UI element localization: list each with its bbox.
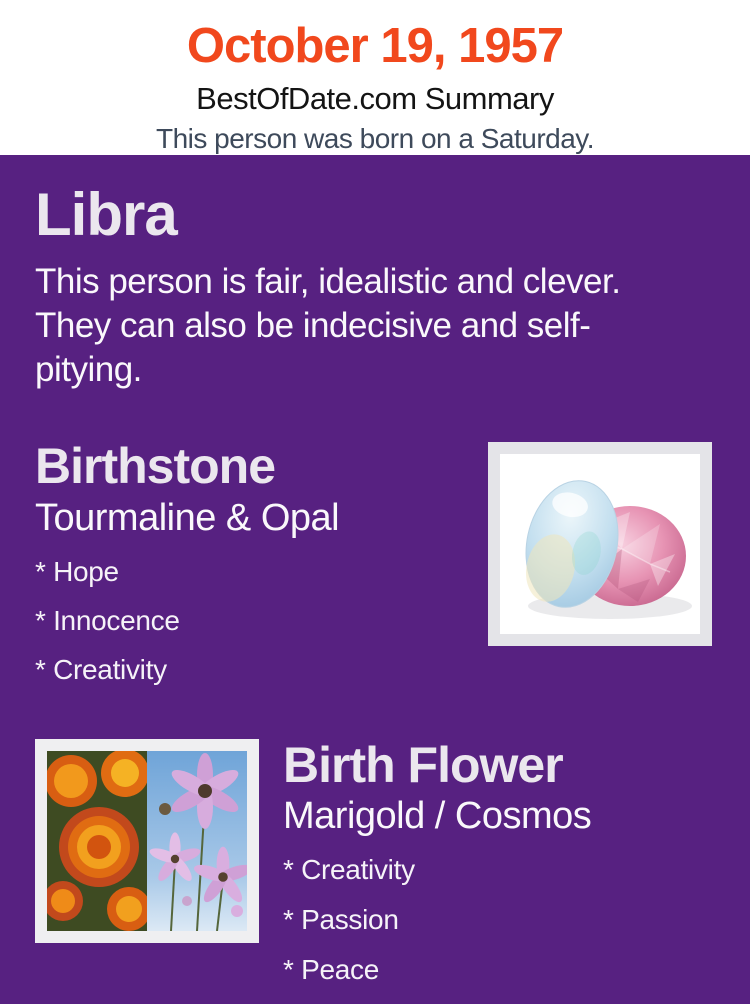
birthstone-text-column <box>35 440 476 703</box>
birth-flower-heading: Birth Flower <box>283 736 563 793</box>
list-item: * Passion <box>283 904 399 936</box>
marigold-cosmos-illustration <box>47 751 247 931</box>
list-item: * Creativity <box>35 653 167 685</box>
zodiac-description: This person is fair, idealistic and clever. They can also be indecisive and self-pitying. <box>35 261 621 390</box>
header <box>0 0 750 155</box>
list-item: * Hope <box>35 555 119 587</box>
opal-tourmaline-illustration <box>500 454 700 634</box>
list-item: * Peace <box>283 954 379 986</box>
birthstone-image <box>488 442 712 646</box>
weekday-line: This person was born on a Saturday. <box>155 122 594 154</box>
birth-flower-traits-list <box>283 854 591 986</box>
birthstone-traits-list <box>35 556 476 686</box>
zodiac-sign-heading: Libra <box>35 180 177 248</box>
birth-flower-text-column <box>283 736 592 1004</box>
site-summary-subtitle: BestOfDate.com Summary <box>196 80 554 116</box>
birthstone-section <box>35 440 712 703</box>
birth-flower-section <box>35 736 712 1004</box>
zodiac-section <box>35 180 712 392</box>
content-area <box>0 155 750 1004</box>
birth-flower-names: Marigold / Cosmos <box>283 795 592 838</box>
birthstone-names: Tourmaline & Opal <box>35 496 340 539</box>
birth-flower-image <box>35 739 259 943</box>
list-item: * Creativity <box>283 854 415 886</box>
date-title: October 19, 1957 <box>186 19 564 73</box>
birthstone-heading: Birthstone <box>35 438 275 495</box>
list-item: * Innocence <box>35 604 180 636</box>
